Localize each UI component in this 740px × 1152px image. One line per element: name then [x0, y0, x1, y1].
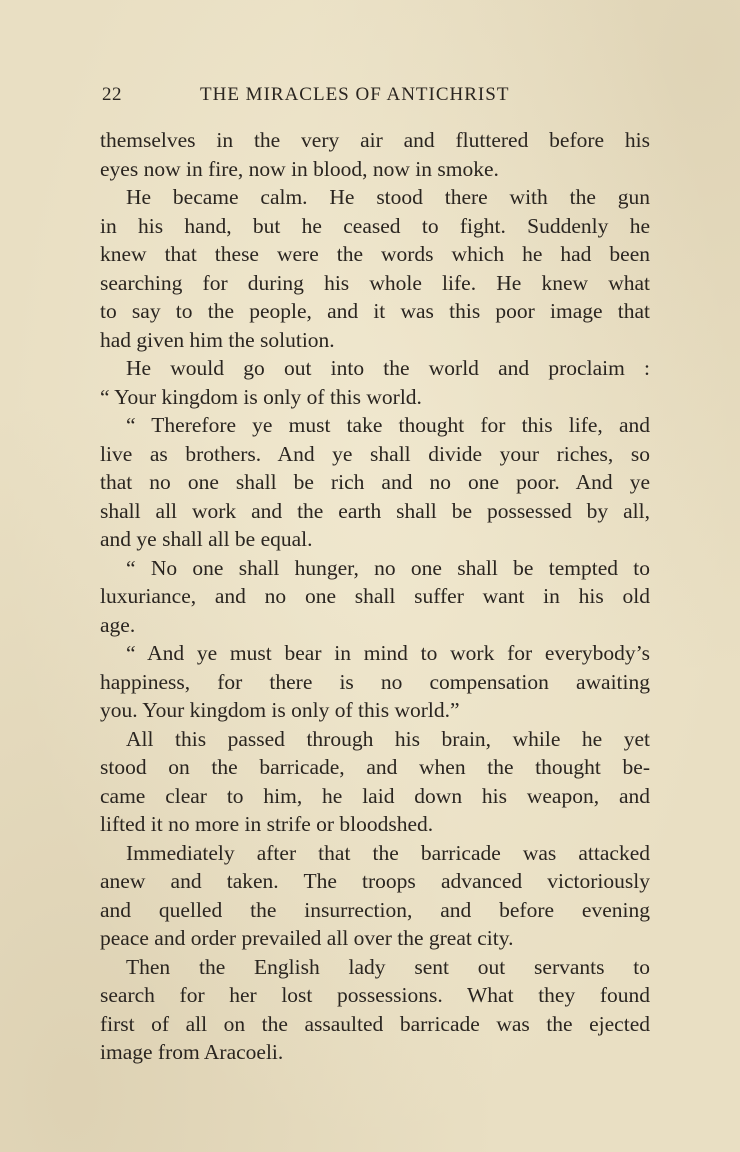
text-line: stood on the barricade, and when the thought be-	[100, 755, 650, 779]
text-line: happiness, for there is no compensation awaiting	[100, 669, 650, 694]
text-line: anew and taken. The troops advanced victoriously	[100, 869, 650, 893]
text-line: came clear to him, he laid down his weapon, and	[100, 783, 650, 808]
text-line: peace and order prevailed all over the great city.	[100, 926, 514, 950]
text-line: you. Your kingdom is only of this world.”	[100, 698, 460, 722]
text-line: lifted it no more in strife or bloodshed.	[100, 812, 434, 836]
text-line: He became calm. He stood there with the gun	[126, 185, 650, 209]
text-line: eyes now in fire, now in blood, now in smoke.	[100, 156, 499, 181]
text-line: search for her lost possessions. What they found	[100, 983, 650, 1007]
text-line: had given him the solution.	[100, 327, 335, 352]
text-line: themselves in the very air and fluttered before his	[100, 128, 650, 152]
text-line: and ye shall all be equal.	[100, 527, 313, 551]
text-line: shall all work and the earth shall be possessed by all,	[100, 498, 650, 523]
text-line: that no one shall be rich and no one poor. And ye	[100, 470, 650, 494]
text-line: “ And ye must bear in mind to work for everybody’s	[126, 641, 650, 665]
page-number: 22	[102, 84, 122, 105]
text-line: in his hand, but he ceased to fight. Suddenly he	[100, 213, 650, 238]
text-line: All this passed through his brain, while he yet	[126, 726, 650, 751]
text-line: Then the English lady sent out servants to	[126, 954, 650, 979]
text-line: Immediately after that the barricade was attacked	[126, 840, 650, 865]
book-page	[100, 0, 650, 1152]
text-line: searching for during his whole life. He knew what	[100, 270, 650, 295]
text-line: “ Therefore ye must take thought for this life, and	[126, 413, 650, 437]
text-line: image from Aracoeli.	[100, 1040, 284, 1064]
text-line: He would go out into the world and proclaim :	[126, 356, 650, 380]
text-line: “ Your kingdom is only of this world.	[100, 384, 422, 409]
running-head: THE MIRACLES OF ANTICHRIST	[200, 84, 510, 105]
page-header	[100, 84, 650, 110]
text-line: to say to the people, and it was this poor image that	[100, 299, 650, 323]
text-line: first of all on the assaulted barricade was the ejected	[100, 1011, 650, 1036]
text-line: live as brothers. And ye shall divide your riches, so	[100, 441, 650, 466]
body-text	[100, 126, 650, 1067]
text-line: and quelled the insurrection, and before evening	[100, 897, 650, 922]
text-line: luxuriance, and no one shall suffer want in his old	[100, 584, 650, 608]
text-line: age.	[100, 612, 136, 637]
text-line: “ No one shall hunger, no one shall be tempted to	[126, 555, 650, 580]
text-line: knew that these were the words which he had been	[100, 242, 650, 266]
